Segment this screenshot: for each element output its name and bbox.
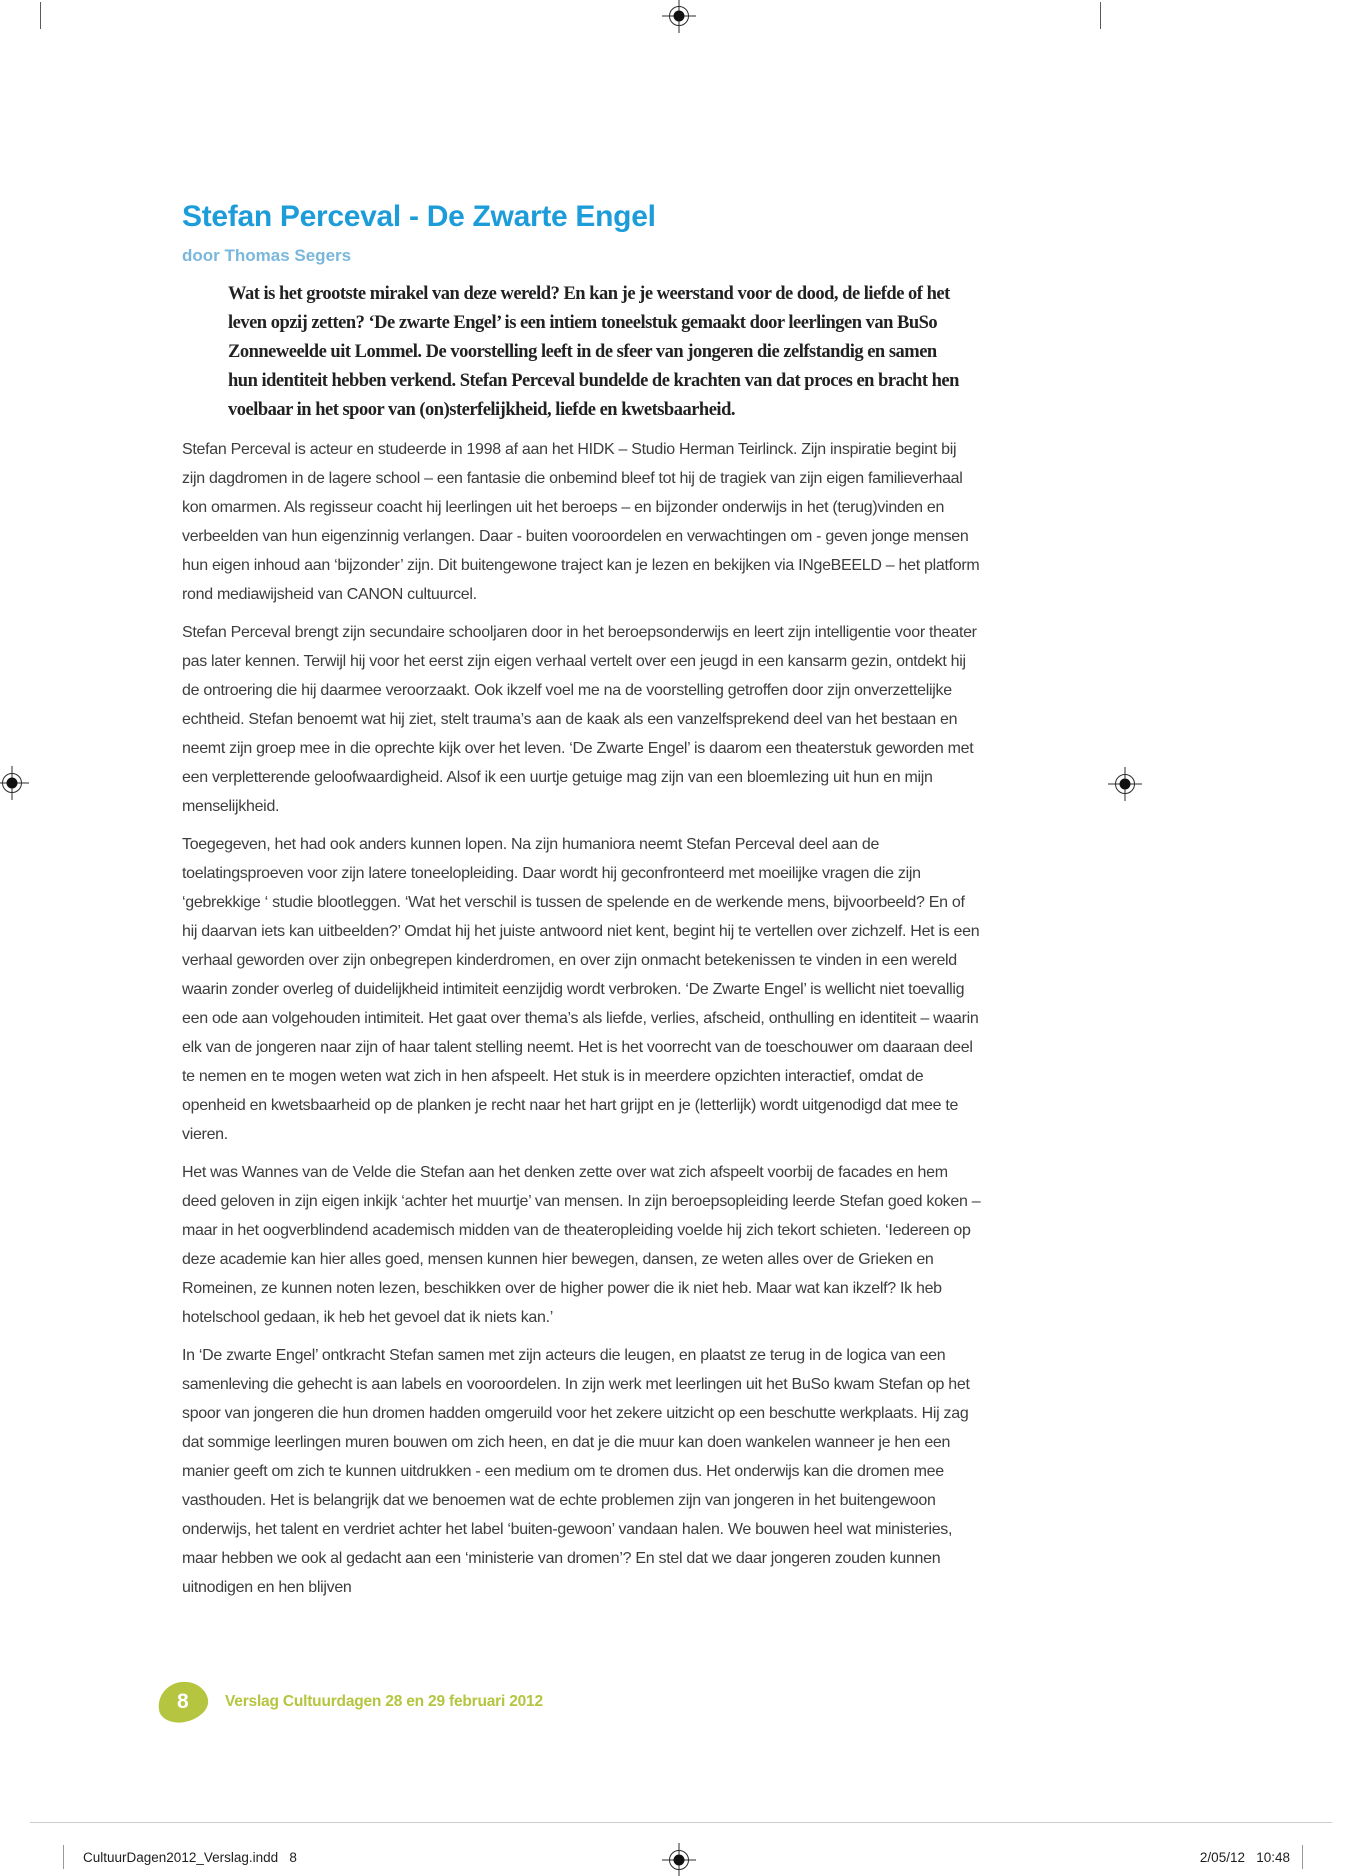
registration-mark-icon: [0, 766, 29, 800]
slug-datetime: 2/05/12 10:48: [1199, 1850, 1290, 1865]
article-intro: Wat is het grootste mirakel van deze wereld? En kan je je weerstand voor de dood, de liefde of het leven opzij zetten? ‘De zwarte Engel’ is een intiem toneelstuk gemaakt door leerlingen van BuSo Zonneweelde uit Lommel. De voorstelling leeft in de sfeer van jongeren die zelfstandig en samen hun identiteit hebben verkend. Stefan Perceval bundelde de krachten van dat proces en bracht hen voelbaar in het spoor van (on)sterfelijkheid, liefde en kwetsbaarheid.: [228, 284, 959, 420]
article-paragraph: Toegegeven, het had ook anders kunnen lopen. Na zijn humaniora neemt Stefan Perceval deel aan de toelatingsproeven voor zijn latere toneelopleiding. Daar wordt hij geconfronteerd met moeilijke vragen die zijn ‘gebrekkige ‘ studie blootleggen. ‘Wat het verschil is tussen de spelende en de werkende mens, bijvoorbeeld? En of hij daarvan iets kan uitbeelden?’ Omdat hij het juiste antwoord niet kent, begint hij te vertellen over zichzelf. Het is een verhaal geworden over zijn onbegrepen kinderdromen, en over zijn onmacht betekenissen te vinden in een wereld waarin zonder overleg of duidelijkheid intimiteit eenzijdig wordt verbroken. ‘De Zwarte Engel’ is wellicht niet toevallig een ode aan volgehouden intimiteit. Het gaat over thema’s als liefde, verlies, afscheid, onthulling en identiteit – waarin elk van de jongeren naar zijn of haar talent stelling neemt. Het is het voorrecht van de toeschouwer om daaraan deel te nemen en te mogen weten wat zich in hen afspeelt. Het stuk is in meerdere opzichten interactief, omdat de openheid en kwetsbaarheid op de planken je recht naar het hart grijpt en je (letterlijk) wordt uitgenodigd dat mee te vieren.: [182, 836, 980, 1143]
page-number: 8: [177, 1690, 189, 1713]
registration-mark-icon: [1108, 767, 1142, 801]
article-paragraph: Stefan Perceval is acteur en studeerde in 1998 af aan het HIDK – Studio Herman Teirlinck. Zijn inspiratie begint bij zijn dagdromen in de lagere school – een fantasie die onbemind bleef tot hij de tragiek van zijn eigen familieverhaal kon omarmen. Als regisseur coacht hij leerlingen uit het beroeps – en bijzonder onderwijs in het (terug)vinden en verbeelden van hun eigenzinnig verlangen. Daar - buiten vooroordelen en verwachtingen om - geven jonge mensen hun eigen inhoud aan ‘bijzonder’ zijn. Dit buitengewone traject kan je lezen en bekijken via INgeBEELD – het platform rond mediawijsheid van CANON cultuurcel.: [182, 441, 980, 603]
article-paragraph: Stefan Perceval brengt zijn secundaire schooljaren door in het beroepsonderwijs en leert zijn intelligentie voor theater pas later kennen. Terwijl hij voor het eerst zijn eigen verhaal vertelt over een jeugd in een kansarm gezin, ontdekt hij de ontroering die hij daarmee veroorzaakt. Ook ikzelf voel me na de voorstelling getroffen door zijn onverzettelijke echtheid. Stefan benoemt wat hij ziet, stelt trauma’s aan de kaak als een vanzelfsprekend deel van het bestaan en neemt zijn groep mee in die oprechte kijk over het leven. ‘De Zwarte Engel’ is daarom een theaterstuk geworden met een verpletterende geloofwaardigheid. Alsof ik een uurtje getuige mag zijn van een bloemlezing uit hun en mijn menselijkheid.: [182, 624, 977, 815]
slug-filename: CultuurDagen2012_Verslag.indd 8: [83, 1850, 297, 1865]
footer-report-title: Verslag Cultuurdagen 28 en 29 februari 2012: [225, 1693, 543, 1710]
crop-mark-bottom-right: [1302, 1845, 1303, 1869]
registration-mark-icon: [662, 0, 696, 33]
article-title: Stefan Perceval - De Zwarte Engel: [182, 200, 656, 233]
page-number-badge: [155, 1678, 211, 1726]
slug-separator-rule: [30, 1822, 1332, 1823]
article: [182, 200, 982, 1611]
article-paragraph: In ‘De zwarte Engel’ ontkracht Stefan samen met zijn acteurs die leugen, en plaatst ze terug in de logica van een samenleving die gehecht is aan labels en vooroordelen. In zijn werk met leerlingen uit het BuSo kwam Stefan op het spoor van jongeren die hun dromen hadden omgeruild voor het zekere uitzicht op een beschutte werkplaats. Hij zag dat sommige leerlingen muren bouwen om zich heen, en dat je die muur kan doen wankelen wanneer je hen een manier geeft om zich te kunnen uitdrukken - een medium om te dromen dus. Het onderwijs kan die dromen mee vasthouden. Het is belangrijk dat we benoemen wat de echte problemen zijn van jongeren in het buitengewoon onderwijs, het talent en verdriet achter het label ‘buiten-gewoon’ vandaan halen. We bouwen heel wat ministeries, maar hebben we ook al gedacht aan een ‘ministerie van dromen’? En stel dat we daar jongeren zouden kunnen uitnodigen en hen blijven: [182, 1347, 970, 1596]
registration-mark-icon: [662, 1843, 696, 1876]
article-paragraph: Het was Wannes van de Velde die Stefan aan het denken zette over wat zich afspeelt voorbij de facades en hem deed geloven in zijn eigen inkijk ‘achter het muurtje’ van mensen. In zijn beroepsopleiding leerde Stefan goed koken – maar in het oogverblindend academisch midden van de theateropleiding voelde hij zich tekort schieten. ‘Iedereen op deze academie kan hier alles goed, mensen kunnen hier bewegen, dansen, ze weten alles over de Grieken en Romeinen, ze kunnen noten lezen, beschikken over de higher power die ik niet heb. Maar wat kan ikzelf? Ik heb hotelschool gedaan, ik heb het gevoel dat ik niets kan.’: [182, 1164, 981, 1326]
page-footer: [158, 1682, 543, 1722]
crop-mark-top-right: [1100, 2, 1101, 29]
crop-mark-bottom-left: [63, 1845, 64, 1869]
article-byline: door Thomas Segers: [182, 246, 352, 265]
crop-mark-top-left: [40, 2, 41, 29]
